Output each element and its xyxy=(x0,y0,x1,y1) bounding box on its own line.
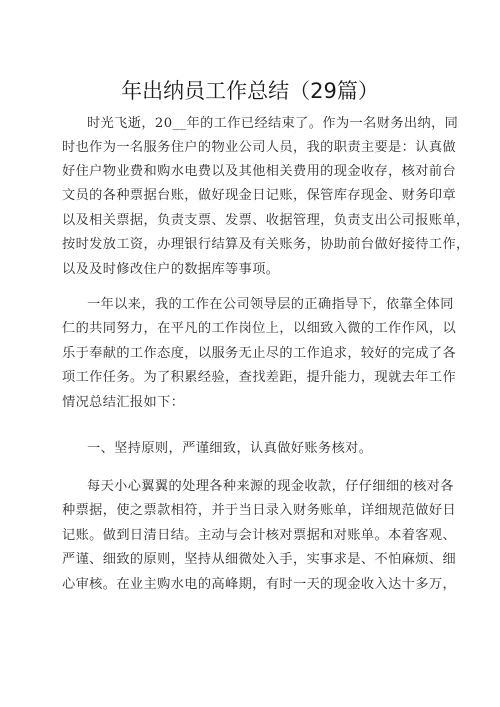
paragraph-line: 以及相关票据，负责支票、发票、收据管理，负责支出公司报账单， xyxy=(62,213,470,228)
paragraph-line: 记账。做到日清日结。主动与会计核对票据和对账单。本着客观、 xyxy=(62,528,457,543)
document-title: 年出纳员工作总结（29篇） xyxy=(121,79,379,103)
paragraph-line: 乐于奉献的工作态度，以服务无止尽的工作追求，较好的完成了各 xyxy=(62,346,457,361)
paragraph-line: 好住户物业费和购水电费以及其他相关费用的现金收存，核对前台 xyxy=(62,164,457,179)
paragraph-line: 情况总结汇报如下： xyxy=(62,395,185,410)
paragraph-line: 文员的各种票据台账，做好现金日记账，保管库存现金、财务印章 xyxy=(62,188,457,203)
paragraph-line: 种票据，使之票款相符，并于当日录入财务账单，详细规范做好日 xyxy=(62,503,457,518)
paragraph-line: 一年以来，我的工作在公司领导层的正确指导下，依靠全体同 xyxy=(87,297,454,312)
paragraph-line: 按时发放工资，办理银行结算及有关账务，协助前台做好接待工作， xyxy=(62,237,470,252)
section-heading: 一、坚持原则，严谨细致，认真做好账务核对。 xyxy=(87,441,373,456)
paragraph-line: 项工作任务。为了积累经验，查找差距，提升能力，现就去年工作 xyxy=(62,370,457,385)
paragraph-line: 时光飞逝，20__年的工作已经结束了。作为一名财务出纳，同 xyxy=(87,116,459,131)
paragraph-line: 严谨、细致的原则，坚持从细微处入手，实事求是、不怕麻烦、细 xyxy=(62,552,457,567)
paragraph-line: 每天小心翼翼的处理各种来源的现金收款，仔仔细细的核对各 xyxy=(87,479,454,494)
paragraph-line: 时也作为一名服务住户的物业公司人员，我的职责主要是：认真做 xyxy=(62,140,457,155)
paragraph-line: 以及及时修改住户的数据库等事项。 xyxy=(62,262,280,277)
paragraph-line: 心审核。在业主购水电的高峰期，有时一天的现金收入达十多万， xyxy=(62,577,457,592)
paragraph-line: 仁的共同努力，在平凡的工作岗位上，以细致入微的工作作风，以 xyxy=(62,321,457,336)
